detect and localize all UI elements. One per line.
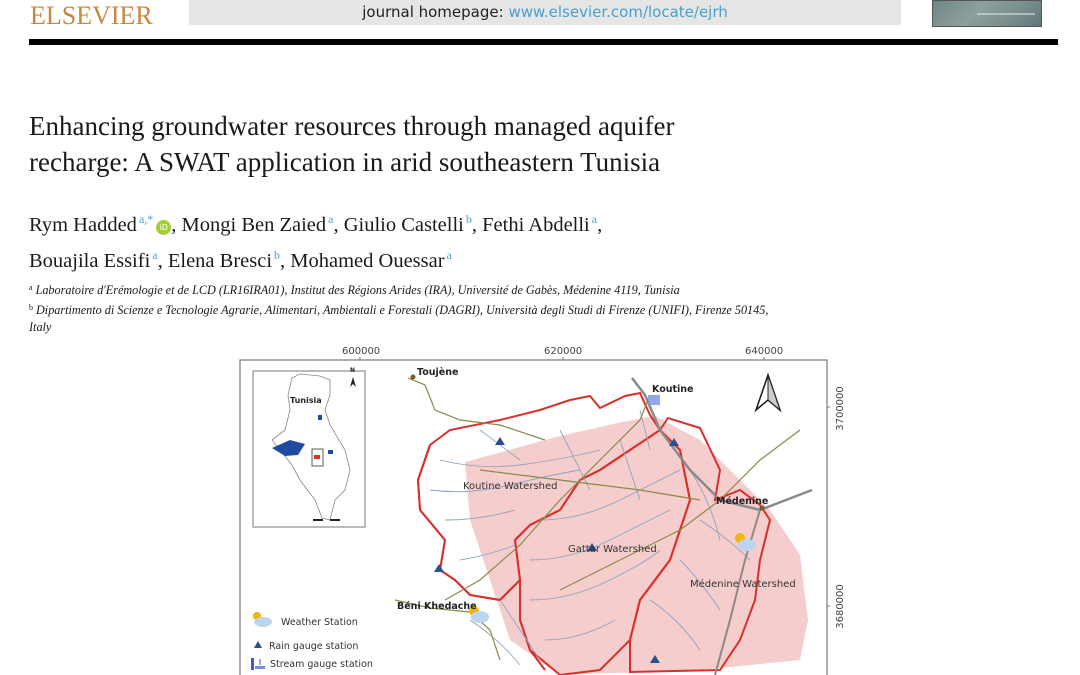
x-tick-label: 640000 (745, 346, 784, 357)
affiliation-text: Laboratoire d'Erémologie et de LCD (LR16IRA01), Institut des Régions Arides (IRA), Université de Gabès, Médenine 4119, Tunisia (35, 283, 680, 297)
town-label: Béni Khedache (397, 601, 477, 612)
town-label: Koutine (652, 384, 694, 395)
affiliation-text: Dipartimento di Scienze e Tecnologie Agrarie, Alimentari, Ambientali e Forestali (DAGRI), Università degli Studi di Firenze (UNIFI), Firenze 50145, (36, 303, 769, 317)
author-affil-mark[interactable]: a (446, 248, 452, 262)
author-name[interactable]: Giulio Castelli (343, 214, 464, 236)
homepage-link[interactable]: www.elsevier.com/locate/ejrh (508, 3, 728, 21)
author-name[interactable]: Bouajila Essifi (29, 250, 151, 272)
legend-label: Rain gauge station (269, 641, 359, 652)
affiliation-text: Italy (29, 320, 52, 334)
author-line-1: Rym Hadded $^{a,*}$iD , Mongi Ben Zaied $^a$, Giulio Castelli $^b$, Fethi Abdelli $^a$, (29, 212, 603, 236)
author-affil-mark[interactable]: a,* (138, 212, 154, 226)
affiliation-mark: a (29, 283, 33, 292)
homepage-prefix: journal homepage: (362, 3, 509, 21)
inset-north-label: N (350, 367, 356, 374)
author-name[interactable]: Fethi Abdelli (482, 214, 590, 236)
y-tick-label: 3680000 (834, 584, 846, 629)
y-tick-label: 3700000 (834, 386, 846, 431)
legend-label: Weather Station (281, 617, 358, 628)
publisher-logo[interactable]: ELSEVIER (30, 1, 153, 30)
watershed-label: Médenine Watershed (690, 579, 796, 590)
title-line-2: recharge: A SWAT application in arid southeastern Tunisia (29, 147, 661, 177)
author-line-2: Bouajila Essifi $^a$, Elena Bresci $^b$, Mohamed Ouessar $^a$ (29, 248, 452, 272)
author-affil-mark[interactable]: a (152, 248, 158, 262)
inset-country-label: Tunisia (290, 396, 322, 405)
author-name[interactable]: Rym Hadded (29, 214, 137, 236)
title-line-1: Enhancing groundwater resources through managed aquifer (29, 111, 675, 141)
author-name[interactable]: Elena Bresci (167, 250, 273, 272)
author-affil-mark[interactable]: a (591, 212, 598, 226)
author-affil-mark[interactable]: b (274, 248, 281, 262)
watershed-label: Koutine Watershed (463, 481, 558, 492)
stream-gauge-marker (648, 395, 660, 405)
legend-label: Stream gauge station (270, 659, 373, 670)
author-affil-mark[interactable]: a (328, 212, 334, 226)
watershed-label: Gattar Watershed (568, 544, 657, 555)
author-name[interactable]: Mongi Ben Zaied (181, 214, 327, 236)
author-affil-mark[interactable]: b (465, 212, 472, 226)
town-label: Toujène (417, 367, 459, 378)
affiliation-mark: b (29, 303, 33, 312)
author-name[interactable]: Mohamed Ouessar (290, 250, 445, 272)
x-tick-label: 600000 (342, 346, 381, 357)
orcid-icon[interactable]: iD (156, 220, 171, 235)
town-label: Médenine (716, 496, 769, 507)
x-tick-label: 620000 (544, 346, 583, 357)
